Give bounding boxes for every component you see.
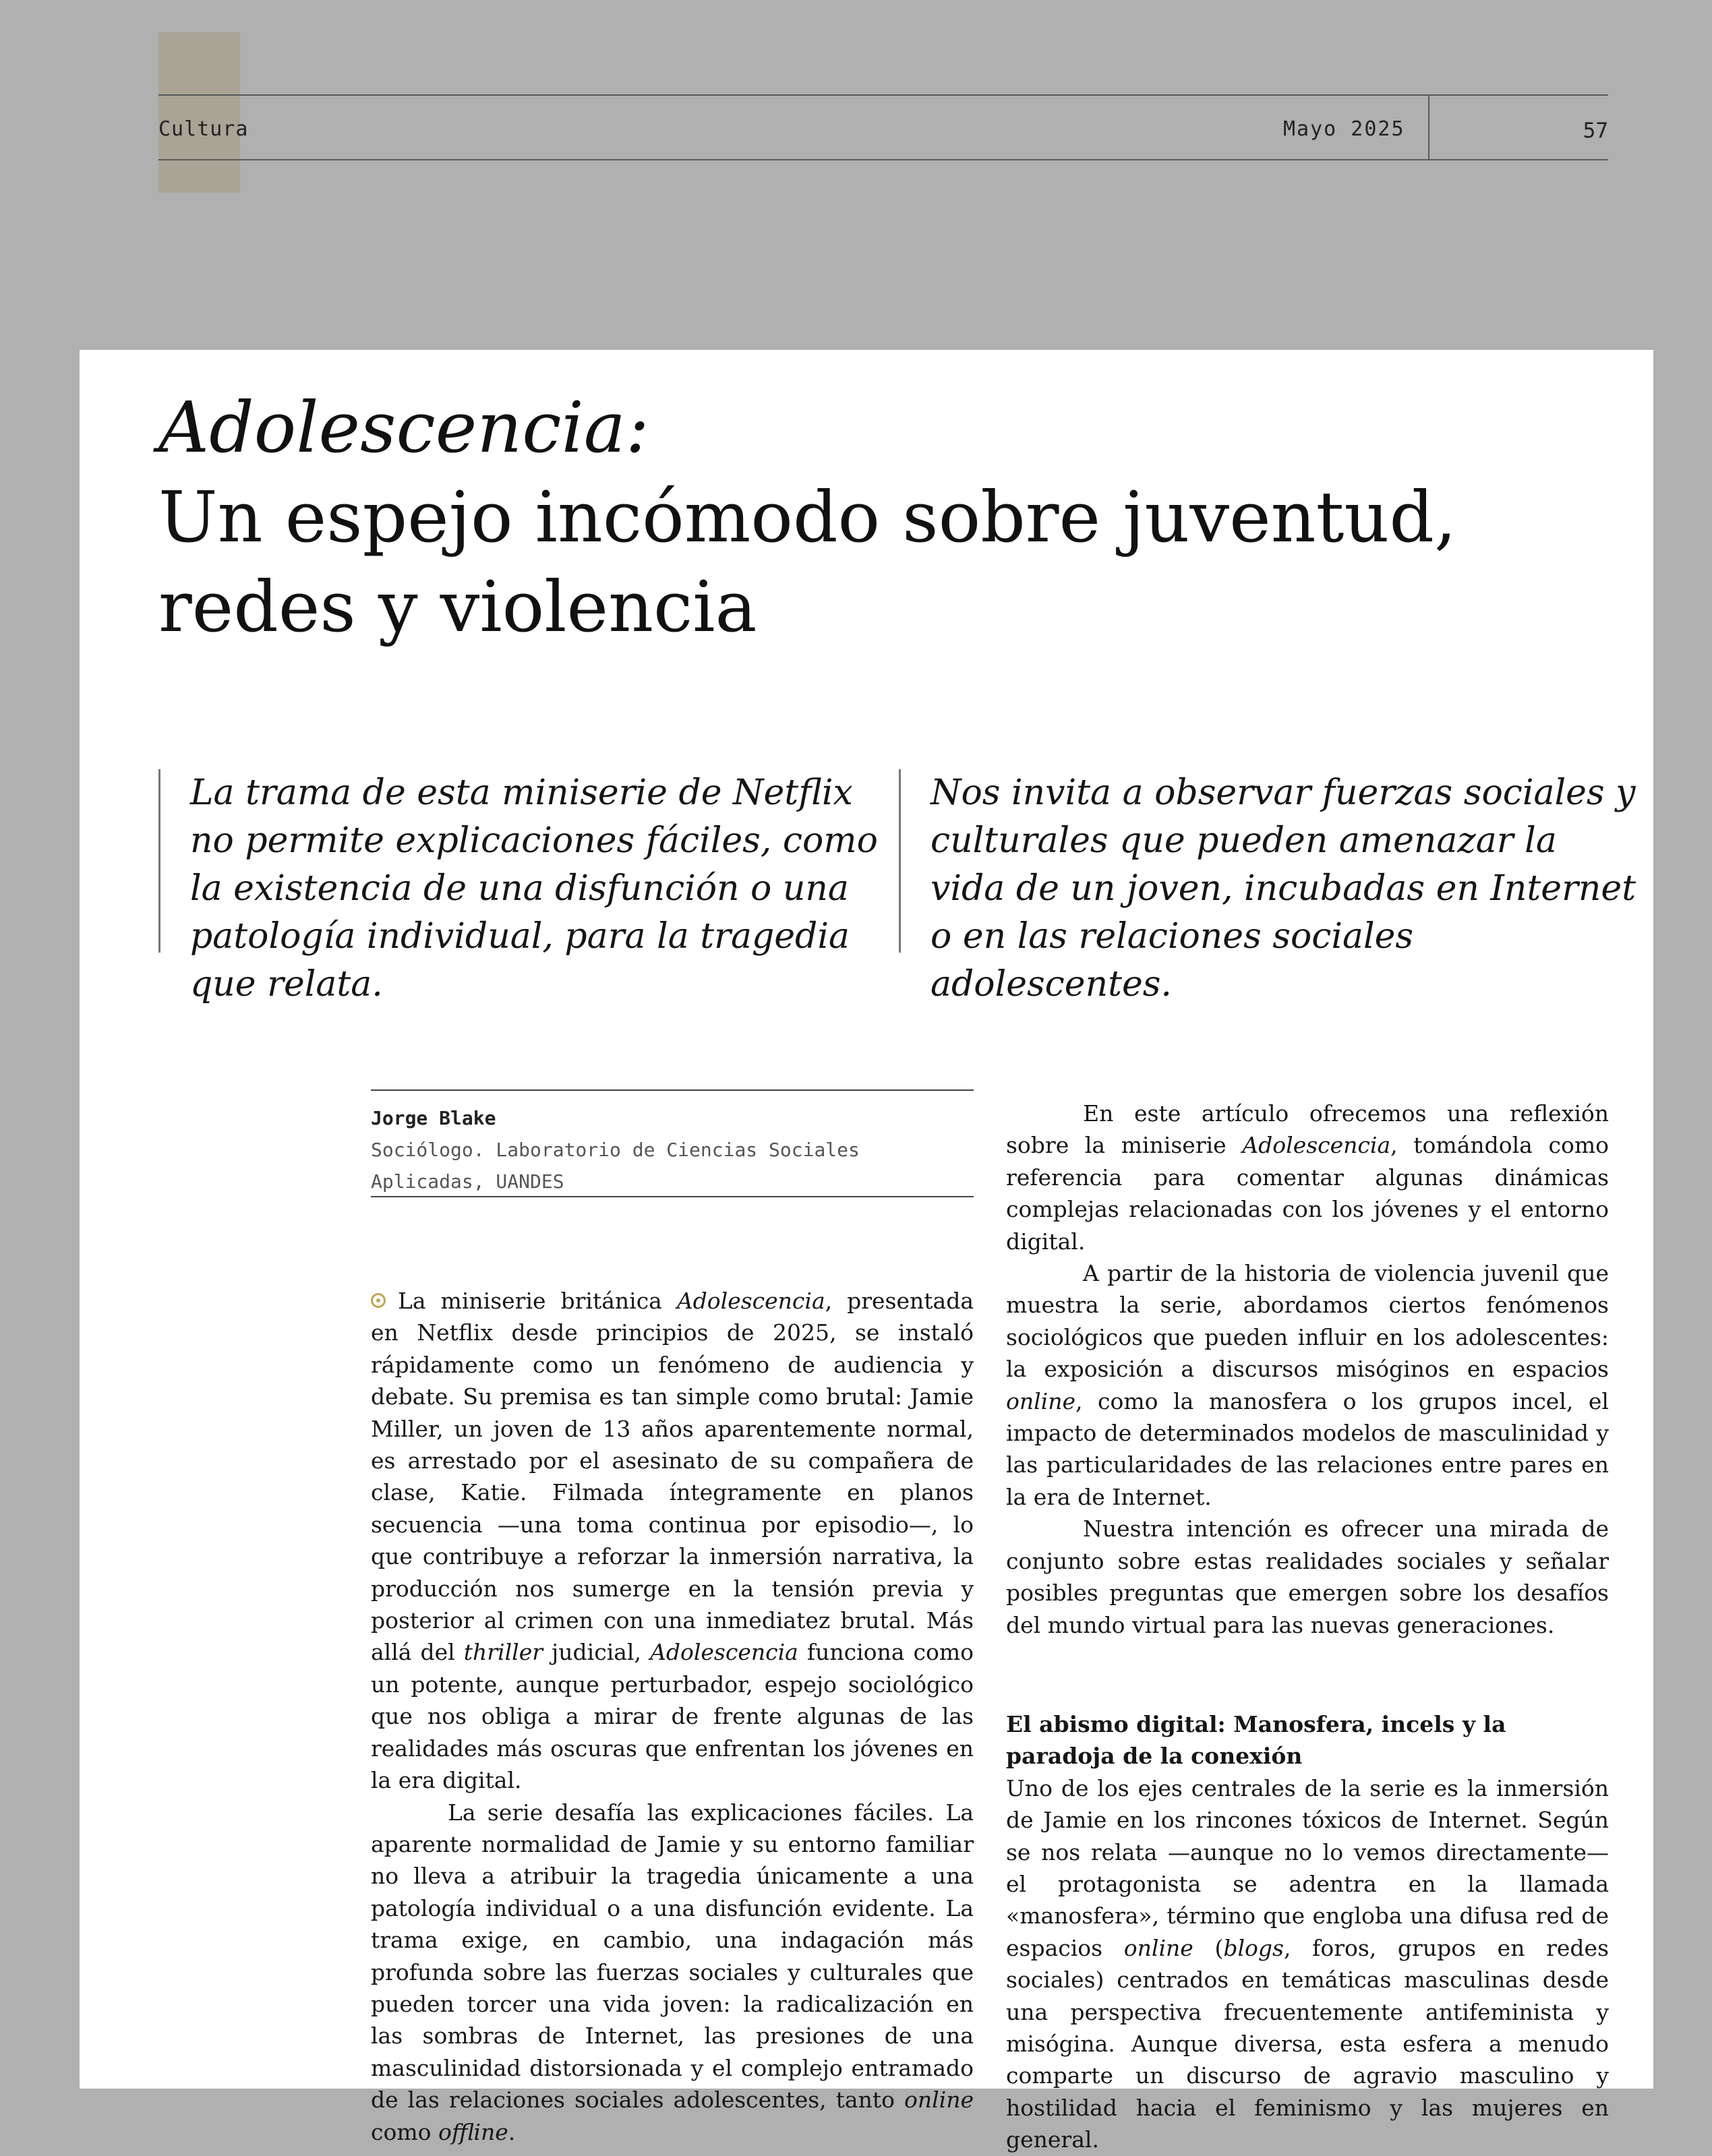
section-subheading: El abismo digital: Manosfera, incels y la paradoja de la conexión — [1006, 1710, 1506, 1770]
body-paragraph: La miniserie británica Adolescencia, presentada en Netflix desde principios de 2025, se instaló rápidamente como un fenómeno de audiencia y debate. Su premisa es tan simple como brutal: Jamie Miller, un joven de 13 años aparentemente normal, es arrestado por el asesinato de su compañera de clase, Katie. Filmada íntegramente en planos secuencia —una toma continua por episodio—, lo que contribuye a reforzar la inmersión narrativa, la producción nos sumerge en la tensión previa y posterior al crimen con una inmediatez brutal. Más allá del thriller judicial, Adolescencia funciona como un potente, aunque perturbador, espejo sociológico que nos obliga a mirar de frente algunas de las realidades más oscuras que enfrentan los jóvenes en la era digital. — [371, 1288, 974, 1794]
article-title — [158, 383, 1608, 652]
pull-quote-right: Nos invita a observar fuerzas sociales y culturales que pueden amenazar la vida de un joven, incubadas en Internet o en las relaciones sociales adolescentes. — [899, 769, 1639, 953]
body-paragraph: A partir de la historia de violencia juvenil que muestra la serie, abordamos ciertos fenómenos sociológicos que pueden influir en los adolescentes: la exposición a discursos misóginos en espacios online, como la manosfera o los grupos incel, el impacto de determinados modelos de masculinidad y las particularidades de las relaciones entre pares en la era de Internet. — [1006, 1260, 1609, 1510]
issue-date: Mayo 2025 — [1283, 117, 1405, 141]
pull-quote-left: La trama de esta miniserie de Netflix no permite explicaciones fáciles, como la existencia de una disfunción o una patología individual, para la tragedia que relata. — [158, 769, 898, 953]
author-name: Jorge Blake — [371, 1107, 496, 1129]
body-column-right — [1006, 1098, 1609, 2156]
body-paragraph: Nuestra intención es ofrecer una mirada de conjunto sobre estas realidades sociales y señalar posibles preguntas que emergen sobre los desafíos del mundo virtual para las nuevas generaciones. — [1006, 1516, 1609, 1638]
body-paragraph: La serie desafía las explicaciones fáciles. La aparente normalidad de Jamie y su entorno familiar no lleva a atribuir la tragedia únicamente a una patología individual o a una disfunción evidente. La trama exige, en cambio, una indagación más profunda sobre las fuerzas sociales y culturales que pueden torcer una vida joven: la radicalización en las sombras de Internet, las presiones de una masculinidad distorsionada y el complejo entramado de las relaciones sociales adolescentes, tanto online como offline. — [371, 1799, 974, 2145]
page-number: 57 — [1583, 119, 1608, 143]
section-color-tab — [158, 32, 240, 193]
header-rule-bottom — [158, 159, 1608, 160]
title-subtitle: Un espejo incómodo sobre juventud, redes y violencia — [158, 476, 1457, 648]
body-paragraph: Uno de los ejes centrales de la serie es la inmersión de Jamie en los rincones tóxicos de Internet. Según se nos relata —aunque no lo vemos directamente— el protagonista se adentra en la llamada «manosfera», término que engloba una difusa red de espacios online (blogs, foros, grupos en redes sociales) centrados en temáticas masculinas desde una perspectiva frecuentemente antifeminista y misógina. Aunque diversa, esta esfera a menudo comparte un discurso de agravio masculino y hostilidad hacia el feminismo y las mujeres en general. — [1006, 1774, 1610, 2153]
body-column-left — [371, 1285, 974, 2148]
header-rule-top — [158, 94, 1608, 96]
article-start-ornament-icon — [371, 1293, 386, 1308]
header-divider — [1428, 94, 1429, 160]
title-series-name: Adolescencia: — [158, 386, 649, 469]
body-paragraph: En este artículo ofrecemos una reflexión sobre la miniserie Adolescencia, tomándola como referencia para comentar algunas dinámicas complejas relacionadas con los jóvenes y el entorno digital. — [1006, 1100, 1609, 1255]
author-byline — [371, 1089, 974, 1197]
section-label: Cultura — [158, 117, 249, 141]
author-affiliation: Sociólogo. Laboratorio de Ciencias Sociales Aplicadas, UANDES — [371, 1139, 860, 1193]
